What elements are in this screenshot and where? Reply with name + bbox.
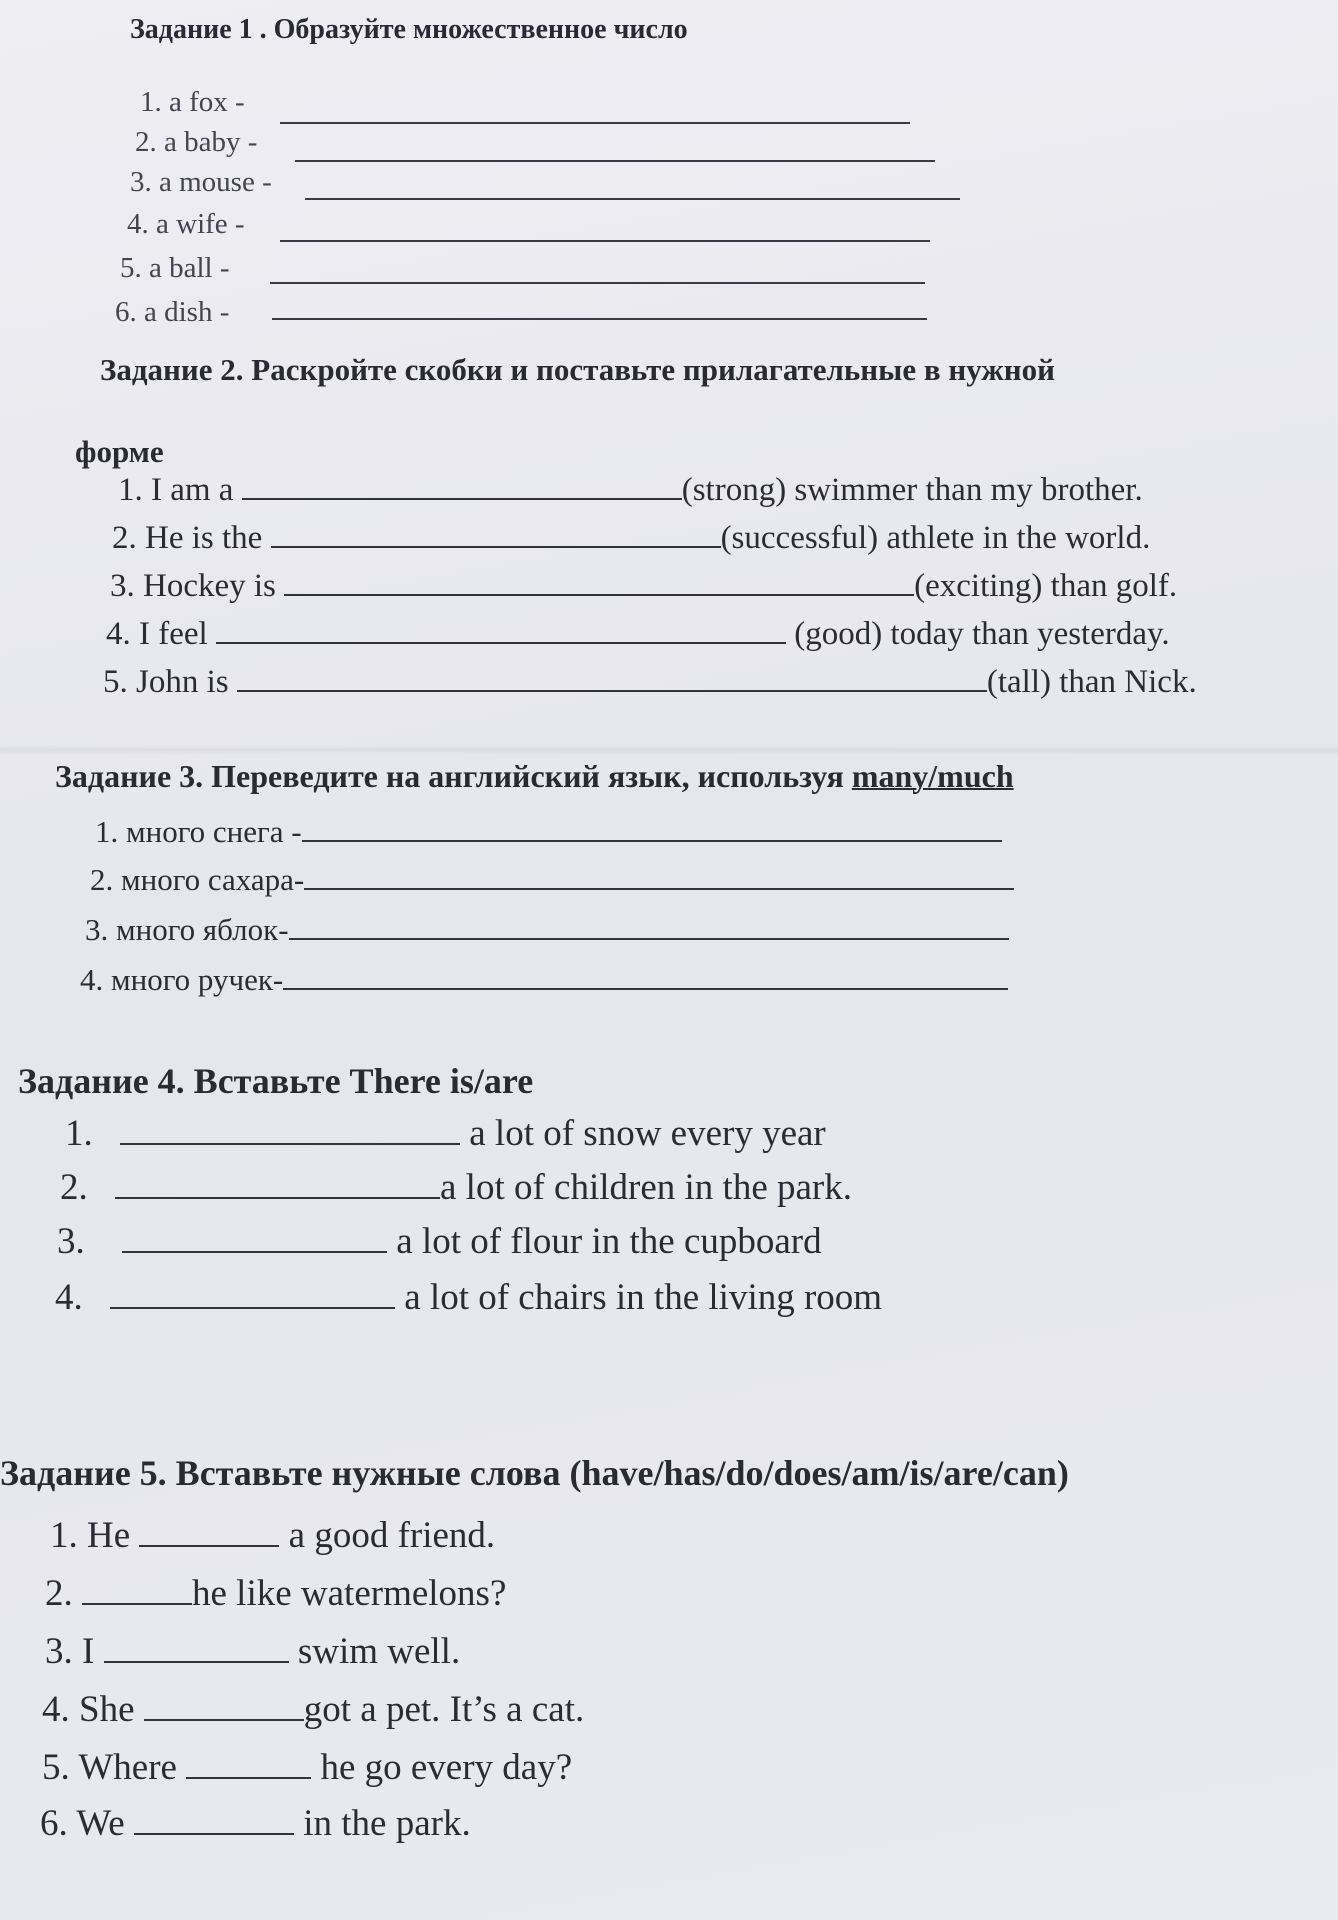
- task1-item: [120, 252, 230, 285]
- item-text: John is: [136, 664, 229, 700]
- task5-item: [40, 1802, 471, 1845]
- item-number: 2.: [135, 126, 157, 158]
- task5-item: [45, 1630, 460, 1673]
- answer-line[interactable]: [272, 318, 927, 320]
- item-number: 3.: [110, 568, 135, 604]
- task2-item: [106, 616, 1170, 653]
- task5-item: [45, 1572, 506, 1615]
- answer-line[interactable]: [270, 282, 925, 284]
- answer-blank[interactable]: [242, 497, 682, 500]
- item-text: swim well.: [297, 1631, 461, 1672]
- answer-line[interactable]: [305, 198, 960, 200]
- answer-blank[interactable]: [134, 1832, 294, 1835]
- item-text: много сахара-: [121, 862, 305, 897]
- answer-blank[interactable]: [110, 1306, 395, 1309]
- item-number: 4.: [127, 208, 149, 240]
- task3-title: [55, 758, 1014, 795]
- item-text: got a pet. It’s a cat.: [303, 1689, 585, 1730]
- item-number: 4.: [106, 616, 131, 652]
- task4-title: Задание 4. Вставьте There is/are: [18, 1061, 534, 1101]
- answer-blank[interactable]: [82, 1602, 192, 1605]
- answer-blank[interactable]: [271, 545, 721, 548]
- item-number: 2.: [90, 862, 114, 897]
- item-text: I feel: [139, 616, 208, 652]
- answer-blank[interactable]: [122, 1250, 387, 1253]
- task2-item: [103, 664, 1197, 701]
- task4-item: [65, 1112, 826, 1155]
- item-text: a good friend.: [288, 1515, 496, 1556]
- task2-item: [112, 520, 1150, 557]
- item-number: 4.: [80, 962, 104, 997]
- item-number: 1.: [95, 814, 119, 849]
- item-text: a lot of chairs in the living room: [404, 1277, 883, 1318]
- item-number: 1.: [50, 1515, 78, 1556]
- item-number: 4.: [42, 1689, 70, 1730]
- item-text: a fox -: [169, 86, 245, 118]
- answer-blank[interactable]: [283, 987, 1008, 990]
- answer-blank[interactable]: [289, 937, 1009, 940]
- task1-item: [115, 296, 229, 329]
- item-text: he go every day?: [320, 1747, 573, 1788]
- answer-blank[interactable]: [144, 1718, 304, 1721]
- item-text: (successful) athlete in the world.: [720, 520, 1151, 556]
- answer-blank[interactable]: [304, 887, 1014, 890]
- task1-item: [140, 86, 245, 119]
- paper-fold: [0, 745, 1338, 755]
- task1-title: Задание 1 . Образуйте множественное число: [130, 14, 688, 45]
- item-text: много ручек-: [111, 962, 284, 997]
- item-text: a ball -: [149, 252, 230, 284]
- answer-blank[interactable]: [302, 839, 1002, 842]
- answer-blank[interactable]: [120, 1142, 460, 1145]
- item-text: a wife -: [156, 208, 245, 240]
- item-number: 2.: [112, 520, 137, 556]
- task4-item: [60, 1166, 852, 1209]
- task3-item: [90, 862, 1014, 898]
- answer-blank[interactable]: [237, 689, 987, 692]
- task5-item: [42, 1688, 584, 1731]
- answer-line[interactable]: [280, 240, 930, 242]
- item-text: Where: [78, 1747, 177, 1788]
- task1-item: [127, 208, 245, 241]
- item-number: 5.: [120, 252, 142, 284]
- item-number: 1.: [65, 1113, 93, 1154]
- item-number: 2.: [60, 1167, 88, 1208]
- answer-blank[interactable]: [115, 1196, 440, 1199]
- answer-line[interactable]: [280, 122, 910, 124]
- task5-item: [50, 1514, 495, 1557]
- answer-line[interactable]: [295, 160, 935, 162]
- task2-title: Задание 2. Раскройте скобки и поставьте прилагательные в нужной: [100, 352, 1056, 387]
- task3-item: [85, 912, 1009, 948]
- answer-blank[interactable]: [139, 1544, 279, 1547]
- item-number: 5.: [103, 664, 128, 700]
- item-number: 1.: [118, 472, 143, 508]
- task4-item: [57, 1220, 822, 1263]
- task3-item: [95, 814, 1002, 850]
- item-text: a lot of flour in the cupboard: [396, 1221, 822, 1262]
- item-number: 5.: [42, 1747, 70, 1788]
- task1-item: [130, 166, 272, 199]
- task2-title-continued: форме: [75, 434, 164, 469]
- item-text: много яблок-: [116, 912, 289, 947]
- item-text: He: [87, 1515, 131, 1556]
- item-text: (tall) than Nick.: [986, 664, 1197, 700]
- item-number: 3.: [45, 1631, 73, 1672]
- item-text: a lot of children in the park.: [440, 1167, 853, 1208]
- item-text: a baby -: [164, 126, 258, 158]
- answer-blank[interactable]: [284, 593, 914, 596]
- item-number: 3.: [130, 166, 152, 198]
- item-text: (good) today than yesterday.: [794, 616, 1170, 652]
- item-text: Hockey is: [143, 568, 276, 604]
- item-number: 6.: [115, 296, 137, 328]
- task1-item: [135, 126, 257, 159]
- item-text: (strong) swimmer than my brother.: [681, 472, 1143, 508]
- task5-item: [42, 1746, 572, 1789]
- task2-item: [118, 472, 1143, 509]
- item-text: a lot of snow every year: [469, 1113, 826, 1154]
- item-text: he like watermelons?: [192, 1573, 507, 1614]
- answer-blank[interactable]: [216, 641, 786, 644]
- item-text: a dish -: [144, 296, 230, 328]
- item-text: I am a: [151, 472, 234, 508]
- task4-item: [55, 1276, 882, 1319]
- task5-title: Задание 5. Вставьте нужные слова (have/has/do/does/am/is/are/can): [0, 1453, 1069, 1493]
- item-text: a mouse -: [159, 166, 272, 198]
- task2-item: [110, 568, 1177, 605]
- item-text: in the park.: [303, 1803, 471, 1844]
- answer-blank[interactable]: [104, 1660, 289, 1663]
- item-text: He is the: [145, 520, 263, 556]
- item-text: We: [76, 1803, 125, 1844]
- task3-item: [80, 962, 1008, 998]
- item-text: много снега -: [126, 814, 302, 849]
- item-number: 3.: [57, 1221, 85, 1262]
- task3-title-text: Задание 3. Переведите на английский язык, используя: [55, 758, 852, 794]
- item-number: 2.: [45, 1573, 73, 1614]
- item-text: I: [82, 1631, 95, 1672]
- item-number: 3.: [85, 912, 109, 947]
- item-number: 1.: [140, 86, 162, 118]
- task3-title-underlined: many/much: [851, 758, 1014, 794]
- answer-blank[interactable]: [186, 1776, 311, 1779]
- item-text: She: [79, 1689, 135, 1730]
- item-text: (exciting) than golf.: [914, 568, 1178, 604]
- item-number: 6.: [40, 1803, 68, 1844]
- item-number: 4.: [55, 1277, 83, 1318]
